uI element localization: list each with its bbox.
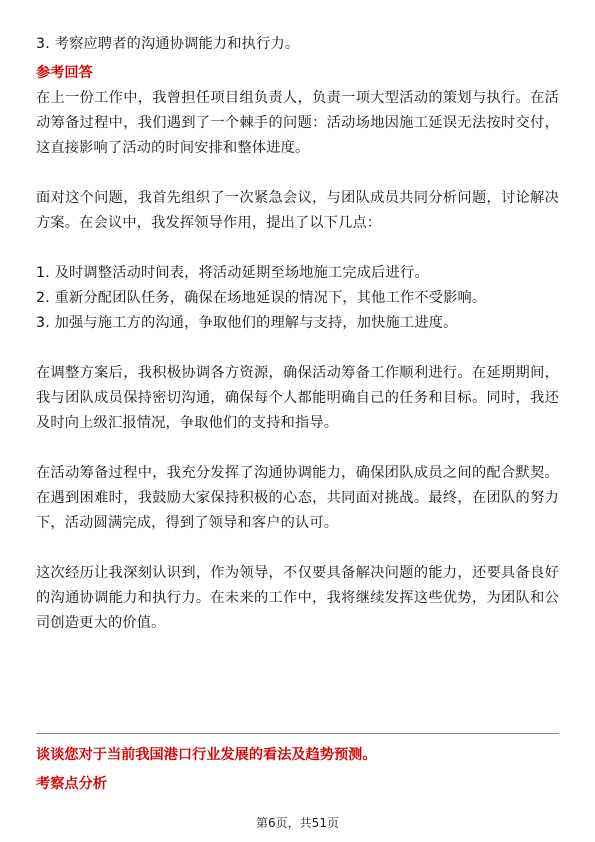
reference-answer-heading: 参考回答 — [36, 65, 93, 81]
paragraph-4: 在活动筹备过程中，我充分发挥了沟通协调能力，确保团队成员之间的配合默契。在遇到困难时，我鼓励大家保持积极的心态，共同面对挑战。最终，在团队的努力下，活动圆满完成，得到了领导和客户的认可。 — [36, 465, 559, 531]
list-item: 2. 重新分配团队任务，确保在场地延误的情况下，其他工作不受影响。 — [36, 290, 487, 306]
top-item: 3. 考察应聘者的沟通协调能力和执行力。 — [36, 36, 300, 52]
solution-list — [36, 261, 559, 336]
paragraph-5: 这次经历让我深刻认识到，作为领导，不仅要具备解决问题的能力，还要具备良好的沟通协调能力和执行力。在未来的工作中，我将继续发挥这些优势，为团队和公司创造更大的价值。 — [36, 565, 559, 631]
page-footer: 第6页，共51页 — [256, 816, 339, 830]
list-item: 3. 加强与施工方的沟通，争取他们的理解与支持，加快施工进度。 — [36, 315, 458, 331]
section-divider — [36, 733, 559, 734]
page-content — [36, 32, 559, 661]
paragraph-2: 面对这个问题，我首先组织了一次紧急会议，与团队成员共同分析问题，讨论解决方案。在会议中，我发挥领导作用，提出了以下几点： — [36, 190, 559, 231]
list-item: 1. 及时调整活动时间表，将活动延期至场地施工完成后进行。 — [36, 265, 429, 281]
paragraph-3: 在调整方案后，我积极协调各方资源，确保活动筹备工作顺利进行。在延期期间，我与团队成员保持密切沟通，确保每个人都能明确自己的任务和目标。同时，我还及时向上级汇报情况，争取他们的支持和指导。 — [36, 365, 559, 431]
paragraph-1: 在上一份工作中，我曾担任项目组负责人，负责一项大型活动的策划与执行。在活动筹备过程中，我们遇到了一个棘手的问题：活动场地因施工延误无法按时交付，这直接影响了活动的时间安排和整体进度。 — [36, 90, 559, 156]
next-question-heading: 谈谈您对于当前我国港口行业发展的看法及趋势预测。 — [36, 747, 377, 763]
analysis-heading: 考察点分析 — [36, 776, 107, 792]
